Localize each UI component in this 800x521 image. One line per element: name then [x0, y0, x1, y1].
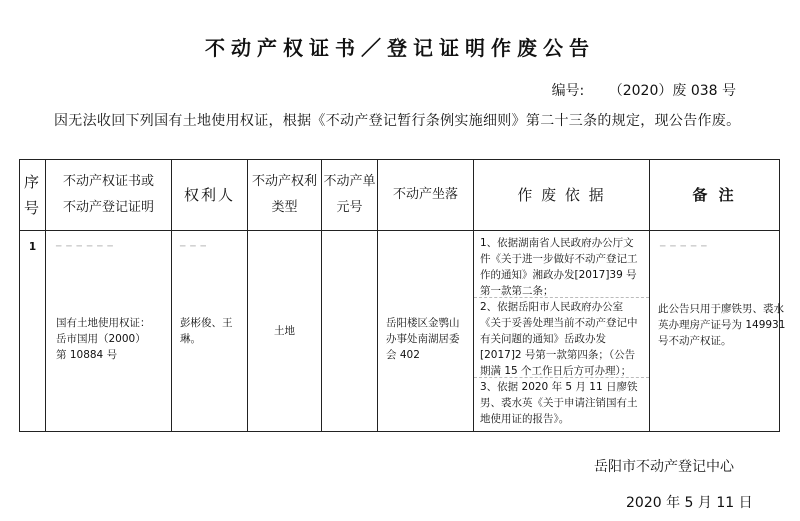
row-unit-no — [322, 231, 378, 432]
document-number-value: （2020）废 038 号 — [608, 83, 736, 99]
header-seq-line1: 序 — [23, 173, 41, 191]
header-cert — [46, 160, 172, 231]
redacted-mark: ━ ━ ━ — [180, 242, 207, 252]
row-cert-cell — [46, 231, 172, 432]
header-right-type-line2: 类型 — [271, 200, 298, 215]
row-location-cell — [378, 231, 474, 432]
row-basis-cell — [474, 231, 650, 432]
header-right-type — [248, 160, 322, 231]
page-title: 不动产权证书／登记证明作废公告 — [205, 36, 595, 60]
header-right-type-line1: 不动产权利 — [251, 174, 317, 189]
row-right-type-cell — [248, 231, 322, 432]
basis-item-3: 3、依据 2020 年 5 月 11 日廖铁男、裘水英《关于申请注销国有土地使用证的报告》。 — [480, 381, 638, 425]
header-location: 不动产坐落 — [378, 160, 474, 231]
header-cert-line1: 不动产权证书或 — [62, 174, 154, 189]
row-holder: 彭彬俊、王琳。 — [180, 317, 233, 345]
document-number-label: 编号: — [551, 83, 585, 99]
header-unit-no-line1: 不动产单 — [323, 174, 376, 189]
header-basis: 作 废 依 据 — [474, 160, 650, 231]
row-right-type: 土地 — [274, 325, 295, 337]
header-remark: 备 注 — [650, 160, 780, 231]
header-seq — [20, 160, 46, 231]
intro-paragraph: 因无法收回下列国有土地使用权证，根据《不动产登记暂行条例实施细则》第二十三条的规定，现公告作废。 — [54, 113, 741, 129]
issuing-organization: 岳阳市不动产登记中心 — [594, 459, 734, 475]
basis-item-1: 1、依据湖南省人民政府办公厅文件《关于进一步做好不动产登记工作的通知》湘政办发[2017]39 号第一款第二条； — [480, 237, 638, 297]
basis-item-2: 2、依据岳阳市人民政府办公室《关于妥善处理当前不动产登记中有关问题的通知》岳政办发[2017]2 号第一款第四条；（公告期满 15 个工作日后方可办理）； — [480, 301, 638, 377]
row-remark: 此公告只用于廖铁男、裘水英办理房产证号为 149931 号不动产权证。 — [658, 303, 786, 347]
table-row — [20, 231, 780, 432]
document-number — [552, 80, 736, 100]
header-unit-no — [322, 160, 378, 231]
announcement-table — [19, 159, 786, 432]
basis-divider — [474, 377, 649, 378]
row-remark-cell — [650, 231, 786, 432]
header-unit-no-line2: 元号 — [336, 200, 363, 215]
basis-divider — [474, 297, 649, 298]
header-cert-line2: 不动产登记证明 — [62, 200, 154, 215]
redacted-mark: ━ ━ ━ ━ ━ ━ — [56, 242, 114, 252]
issue-date: 2020 年 5 月 11 日 — [626, 495, 753, 511]
header-holder: 权利人 — [172, 160, 248, 231]
table-header-row — [20, 160, 780, 231]
redacted-mark: ━ ━ ━ ━ ━ — [660, 242, 708, 252]
row-seq: 1 — [20, 231, 46, 432]
header-seq-line2: 号 — [23, 199, 41, 217]
row-cert: 国有土地使用权证：岳市国用（2000）第 10884 号 — [56, 317, 151, 361]
row-holder-cell — [172, 231, 248, 432]
row-location: 岳阳楼区金鹗山办事处南湖居委会 402 — [386, 317, 460, 361]
